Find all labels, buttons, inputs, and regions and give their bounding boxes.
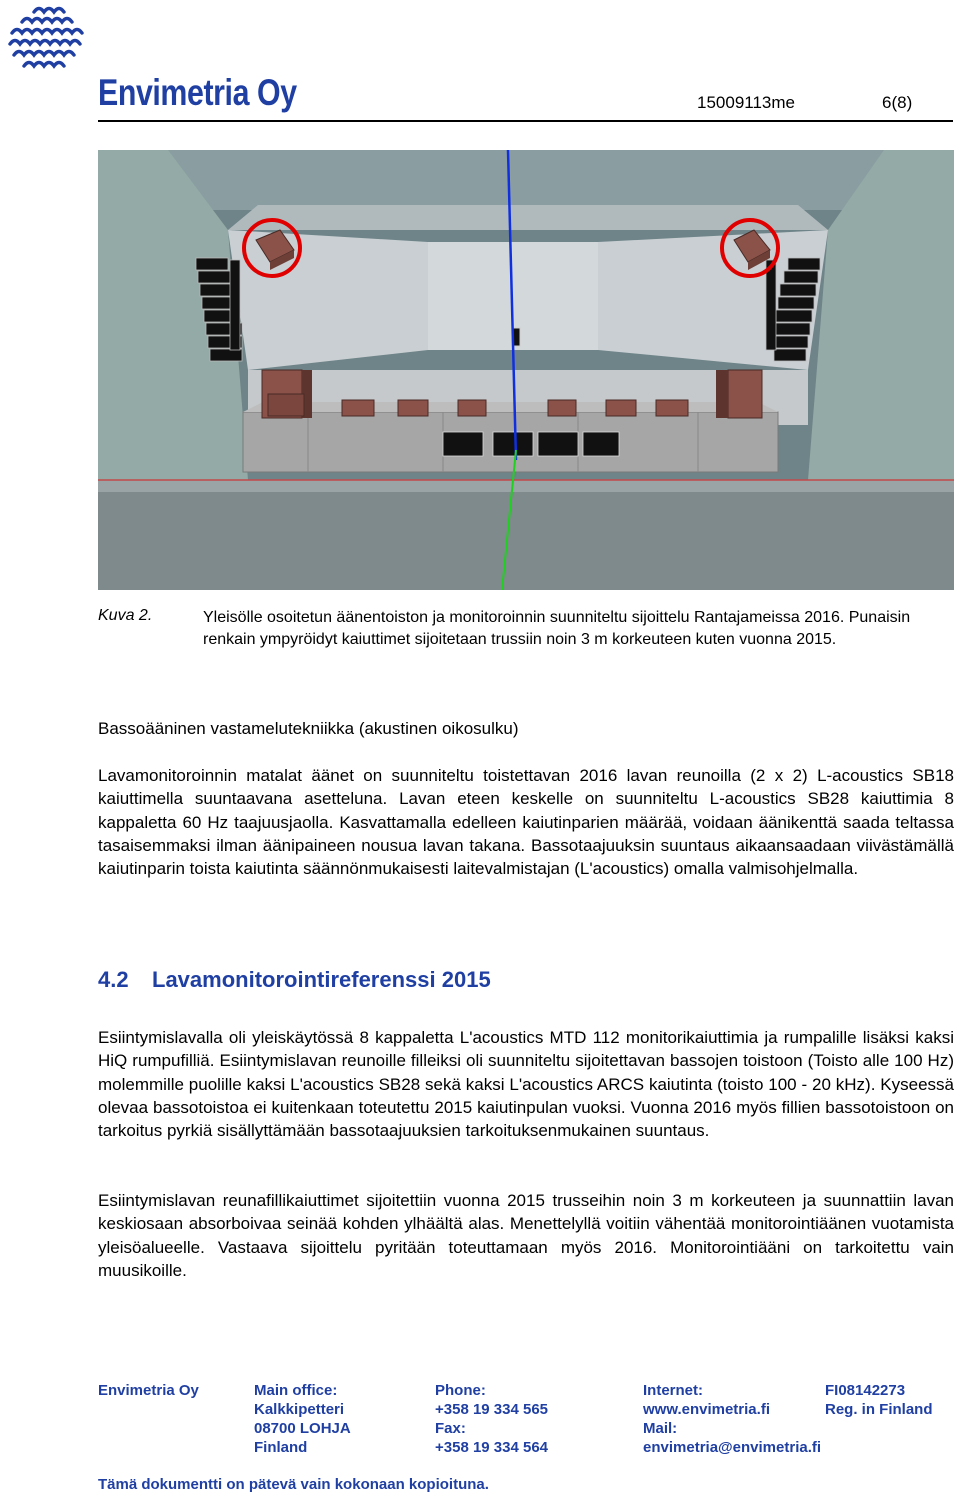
document-number: 15009113me xyxy=(697,93,795,112)
footer-phone: +358 19 334 565 xyxy=(435,1401,549,1418)
figure-caption-text: Yleisölle osoitetun äänentoiston ja monitoroinnin suunniteltu sijoittelu Rantajameissa 2016. Punaisin renkain ympyröidyt kaiuttimet sijoitetaan trussiin noin 3 m korkeuteen kuten vuonna 2015. xyxy=(203,609,911,648)
paragraph-monitoring-reference: Esiintymislavalla oli yleiskäytössä 8 kappaletta L'acoustics MTD 112 monitorikaiuttimia ja rumpalille lisäksi kaksi HiQ rumpufilliä. Esiintymislavan reunoille filleiksi oli suunniteltu sijoitettavan bassojen toistoon (Toisto alle 100 Hz) molemmille puolille kaksi L'acoustics SB28 sekä kaksi L'acoustics ARCS kaiutinta (toisto 100 - 20 kHz). Kyseessä olevaa bassotoistoa ei kuitenkaan toteutettu 2015 kaiutinpulan vuoksi. Vuonna 2016 myös fillien bassotoistoon on tarkoitus pyrkiä sisällyttämään bassotaajuuksien tarkoituksenmukainen suuntaus. xyxy=(98,1028,954,1141)
header-divider xyxy=(98,120,953,122)
footer-website[interactable]: www.envimetria.fi xyxy=(643,1401,770,1418)
subheading-bass-noise-cancellation: Bassoääninen vastamelutekniikka (akustinen oikosulku) xyxy=(98,719,519,738)
section-number: 4.2 xyxy=(98,967,129,992)
footer-fax: +358 19 334 564 xyxy=(435,1439,549,1456)
company-name: Envimetria Oy xyxy=(98,72,297,113)
stage-loudspeaker-model-figure xyxy=(98,150,954,590)
footer-office-city: 08700 LOHJA xyxy=(254,1420,351,1437)
paragraph-fill-speakers: Esiintymislavan reunafillikaiuttimet sijoitettiin vuonna 2015 trusseihin noin 3 m korkeuteen ja suunnattiin lavan keskiosaan absorboivaa seinää kohden ylhäältä alas. Menettelyllä voitiin vähentää monitorointiäänen vuotamista yleisöalueelle. Vastaava sijoittelu pyritään toteuttamaan myös 2016. Monitorointiääni on tarkoitettu vain muusikoille. xyxy=(98,1191,954,1280)
footer-internet-label: Internet: xyxy=(643,1382,703,1399)
footer-fax-label: Fax: xyxy=(435,1420,466,1437)
page-number: 6(8) xyxy=(882,93,913,112)
footer-mail-label: Mail: xyxy=(643,1420,678,1437)
footer-reg-number: FI08142273 xyxy=(825,1382,906,1399)
footer-phone-label: Phone: xyxy=(435,1382,486,1399)
footer-office-label: Main office: xyxy=(254,1382,338,1399)
figure-caption-label: Kuva 2. xyxy=(98,607,153,624)
footer-company: Envimetria Oy xyxy=(98,1382,199,1399)
footer-email[interactable]: envimetria@envimetria.fi xyxy=(643,1439,822,1456)
paragraph-stage-monitoring-bass: Lavamonitoroinnin matalat äänet on suunniteltu toistettavan 2016 lavan reunoilla (2 x 2) L-acoustics SB18 kaiuttimella suuntaavana asetteluna. Lavan eteen keskelle on suunniteltu L-acoustics SB28 kaiuttimia 8 kappaletta 60 Hz taajuusjaolla. Kasvattamalla edelleen kaiutinparien määrää, voidaan äänikenttä saada teltassa tasaisemmaksi ilman äänipaineen nousua lavan takana. Bassotaajuuksin suuntaus aikaansaadaan viivästämällä kaiutinparin toista kaiutinta säännönmukaisesti laitevalmistajan (L'acoustics) omalla valmisohjelmalla. xyxy=(98,766,954,879)
section-heading xyxy=(98,967,491,993)
footer-reg-text: Reg. in Finland xyxy=(825,1401,933,1418)
footer-validity-note: Tämä dokumentti on pätevä vain kokonaan kopioituna. xyxy=(98,1476,489,1493)
company-logo-waves-icon xyxy=(4,2,88,78)
footer-office-country: Finland xyxy=(254,1439,308,1456)
section-title: Lavamonitorointireferenssi 2015 xyxy=(152,967,491,992)
footer-office-street: Kalkkipetteri xyxy=(254,1401,345,1418)
